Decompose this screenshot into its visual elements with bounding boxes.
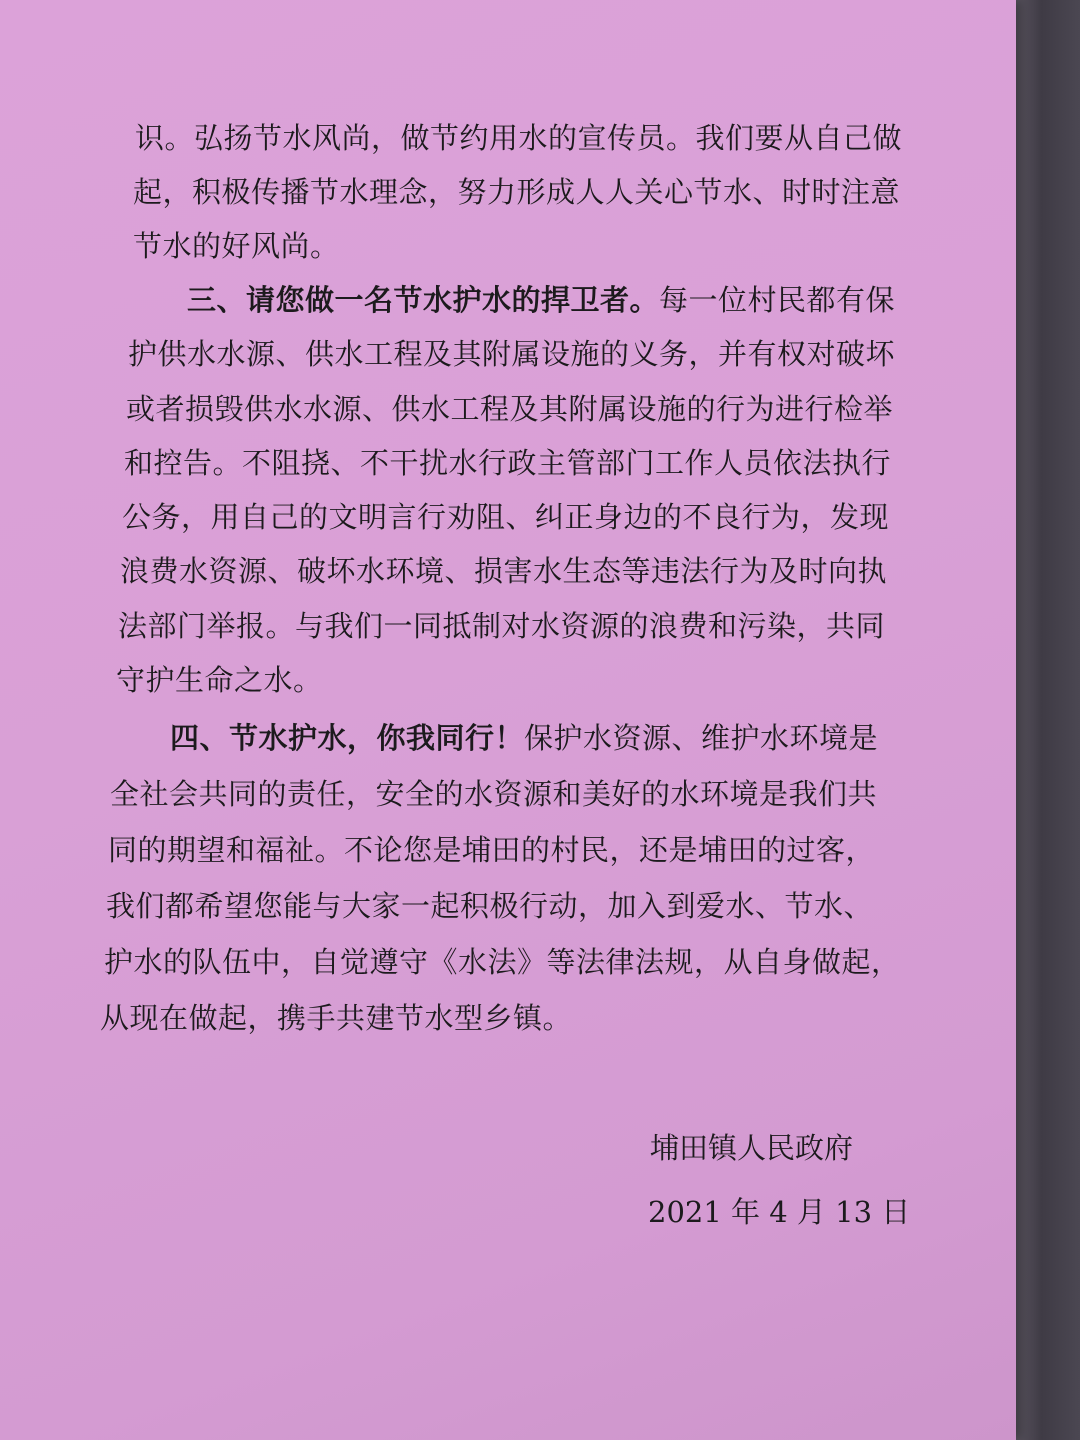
background-surface: [1016, 0, 1080, 1440]
signature-date: 2021 年 4 月 13 日: [648, 1195, 911, 1229]
line-13: 全社会共同的责任，安全的水资源和美好的水环境是我们共: [110, 777, 878, 811]
line-4-section-three-heading: 三、请您做一名节水护水的捍卫者。每一位村民都有保: [187, 283, 896, 317]
line-12-section-four-heading: 四、节水护水，你我同行！保护水资源、维护水环境是: [170, 721, 879, 755]
line-11: 守护生命之水。: [116, 663, 323, 697]
line-14: 同的期望和福祉。不论您是埔田的村民，还是埔田的过客，: [108, 833, 876, 867]
line-1: 识。弘扬节水风尚，做节约用水的宣传员。我们要从自己做: [135, 121, 903, 155]
line-15: 我们都希望您能与大家一起积极行动，加入到爱水、节水、: [106, 889, 874, 923]
line-9: 浪费水资源、破坏水环境、损害水生态等违法行为及时向执: [120, 554, 888, 588]
line-7: 和控告。不阻挠、不干扰水行政主管部门工作人员依法执行: [124, 446, 892, 480]
section-four-title: 四、节水护水，你我同行！: [170, 721, 525, 755]
section-three-title: 三、请您做一名节水护水的捍卫者。: [187, 283, 660, 317]
line-8: 公务，用自己的文明言行劝阻、纠正身边的不良行为，发现: [122, 500, 890, 534]
line-3: 节水的好风尚。: [133, 229, 340, 263]
line-17: 从现在做起，携手共建节水型乡镇。: [100, 1001, 573, 1035]
line-6: 或者损毁供水水源、供水工程及其附属设施的行为进行检举: [126, 392, 894, 426]
line-16: 护水的队伍中，自觉遵守《水法》等法律法规，从自身做起，: [104, 945, 901, 979]
line-10: 法部门举报。与我们一同抵制对水资源的浪费和污染，共同: [118, 609, 886, 643]
line-2: 起，积极传播节水理念，努力形成人人关心节水、时时注意: [133, 175, 901, 209]
signature-org: 埔田镇人民政府: [650, 1131, 854, 1165]
line-5: 护供水水源、供水工程及其附属设施的义务，并有权对破坏: [128, 337, 896, 371]
